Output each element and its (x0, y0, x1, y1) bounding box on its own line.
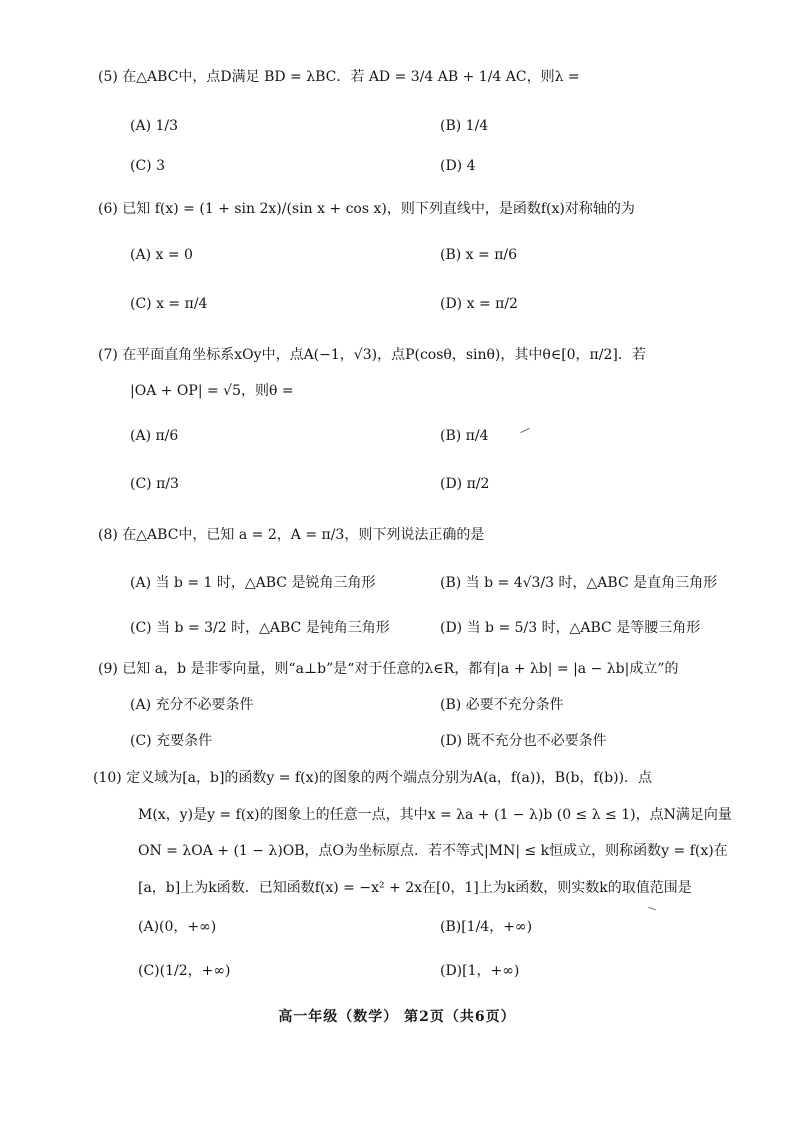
q10-option-b: (B)[1/4，+∞) (440, 919, 533, 935)
q10-line2: M(x，y)是y = f(x)的图象上的任意一点，其中x = λa + (1 − λ)b (0 ≤ λ ≤ 1)，点N满足向量 (138, 807, 732, 823)
q5-option-d: (D) 4 (440, 158, 476, 174)
q9-option-c: (C) 充要条件 (130, 733, 213, 749)
q10-line4: [a，b]上为k函数．已知函数f(x) = −x² + 2x在[0，1]上为k函数，则实数k的取值范围是 (138, 880, 692, 896)
q7-option-a: (A) π/6 (130, 428, 179, 444)
q8-option-d: (D) 当 b = 5/3 时，△ABC 是等腰三角形 (440, 620, 701, 636)
q9-stem: (9) 已知 a，b 是非零向量，则“a⊥b”是“对于任意的λ∈R，都有|a + λb| = |a − λb|成立”的 (98, 661, 679, 677)
q6-option-a: (A) x = 0 (130, 247, 193, 263)
q10-line1: (10) 定义域为[a，b]的函数y = f(x)的图象的两个端点分别为A(a，f(a))，B(b，f(b))．点 (93, 770, 653, 786)
q8-option-b: (B) 当 b = 4√3/3 时，△ABC 是直角三角形 (440, 575, 718, 591)
q10-option-d: (D)[1，+∞) (440, 963, 520, 979)
q7-stem-line1: (7) 在平面直角坐标系xOy中，点A(−1，√3)，点P(cosθ，sinθ)，其中θ∈[0，π/2]．若 (98, 347, 646, 363)
q6-stem: (6) 已知 f(x) = (1 + sin 2x)/(sin x + cos x)，则下列直线中，是函数f(x)对称轴的为 (98, 201, 635, 217)
q10-line3: ON = λOA + (1 − λ)OB，点O为坐标原点．若不等式|MN| ≤ k恒成立，则称函数y = f(x)在 (138, 843, 728, 859)
scan-speck (648, 907, 656, 911)
q7-stem-line2: |OA + OP| = √5，则θ = (130, 383, 294, 399)
q9-option-d: (D) 既不充分也不必要条件 (440, 733, 607, 749)
q5-option-b: (B) 1/4 (440, 118, 489, 134)
q7-option-b: (B) π/4 (440, 428, 489, 444)
q8-stem: (8) 在△ABC中，已知 a = 2，A = π/3，则下列说法正确的是 (98, 527, 485, 543)
q6-option-b: (B) x = π/6 (440, 247, 518, 263)
q6-option-c: (C) x = π/4 (130, 296, 208, 312)
q9-option-b: (B) 必要不充分条件 (440, 697, 564, 713)
q10-option-a: (A)(0，+∞) (138, 919, 217, 935)
q6-option-d: (D) x = π/2 (440, 296, 518, 312)
page-footer: 高一年级（数学） 第2页（共6页） (278, 1009, 516, 1025)
q8-option-c: (C) 当 b = 3/2 时，△ABC 是钝角三角形 (130, 620, 390, 636)
q5-option-a: (A) 1/3 (130, 118, 179, 134)
q5-option-c: (C) 3 (130, 158, 165, 174)
q7-option-d: (D) π/2 (440, 476, 490, 492)
q10-option-c: (C)(1/2，+∞) (138, 963, 231, 979)
q9-option-a: (A) 充分不必要条件 (130, 697, 254, 713)
q5-stem: (5) 在△ABC中，点D满足 BD = λBC．若 AD = 3/4 AB + 1/4 AC，则λ = (98, 69, 580, 85)
q7-option-c: (C) π/3 (130, 476, 179, 492)
q8-option-a: (A) 当 b = 1 时，△ABC 是锐角三角形 (130, 575, 376, 591)
scan-speck (520, 428, 529, 433)
